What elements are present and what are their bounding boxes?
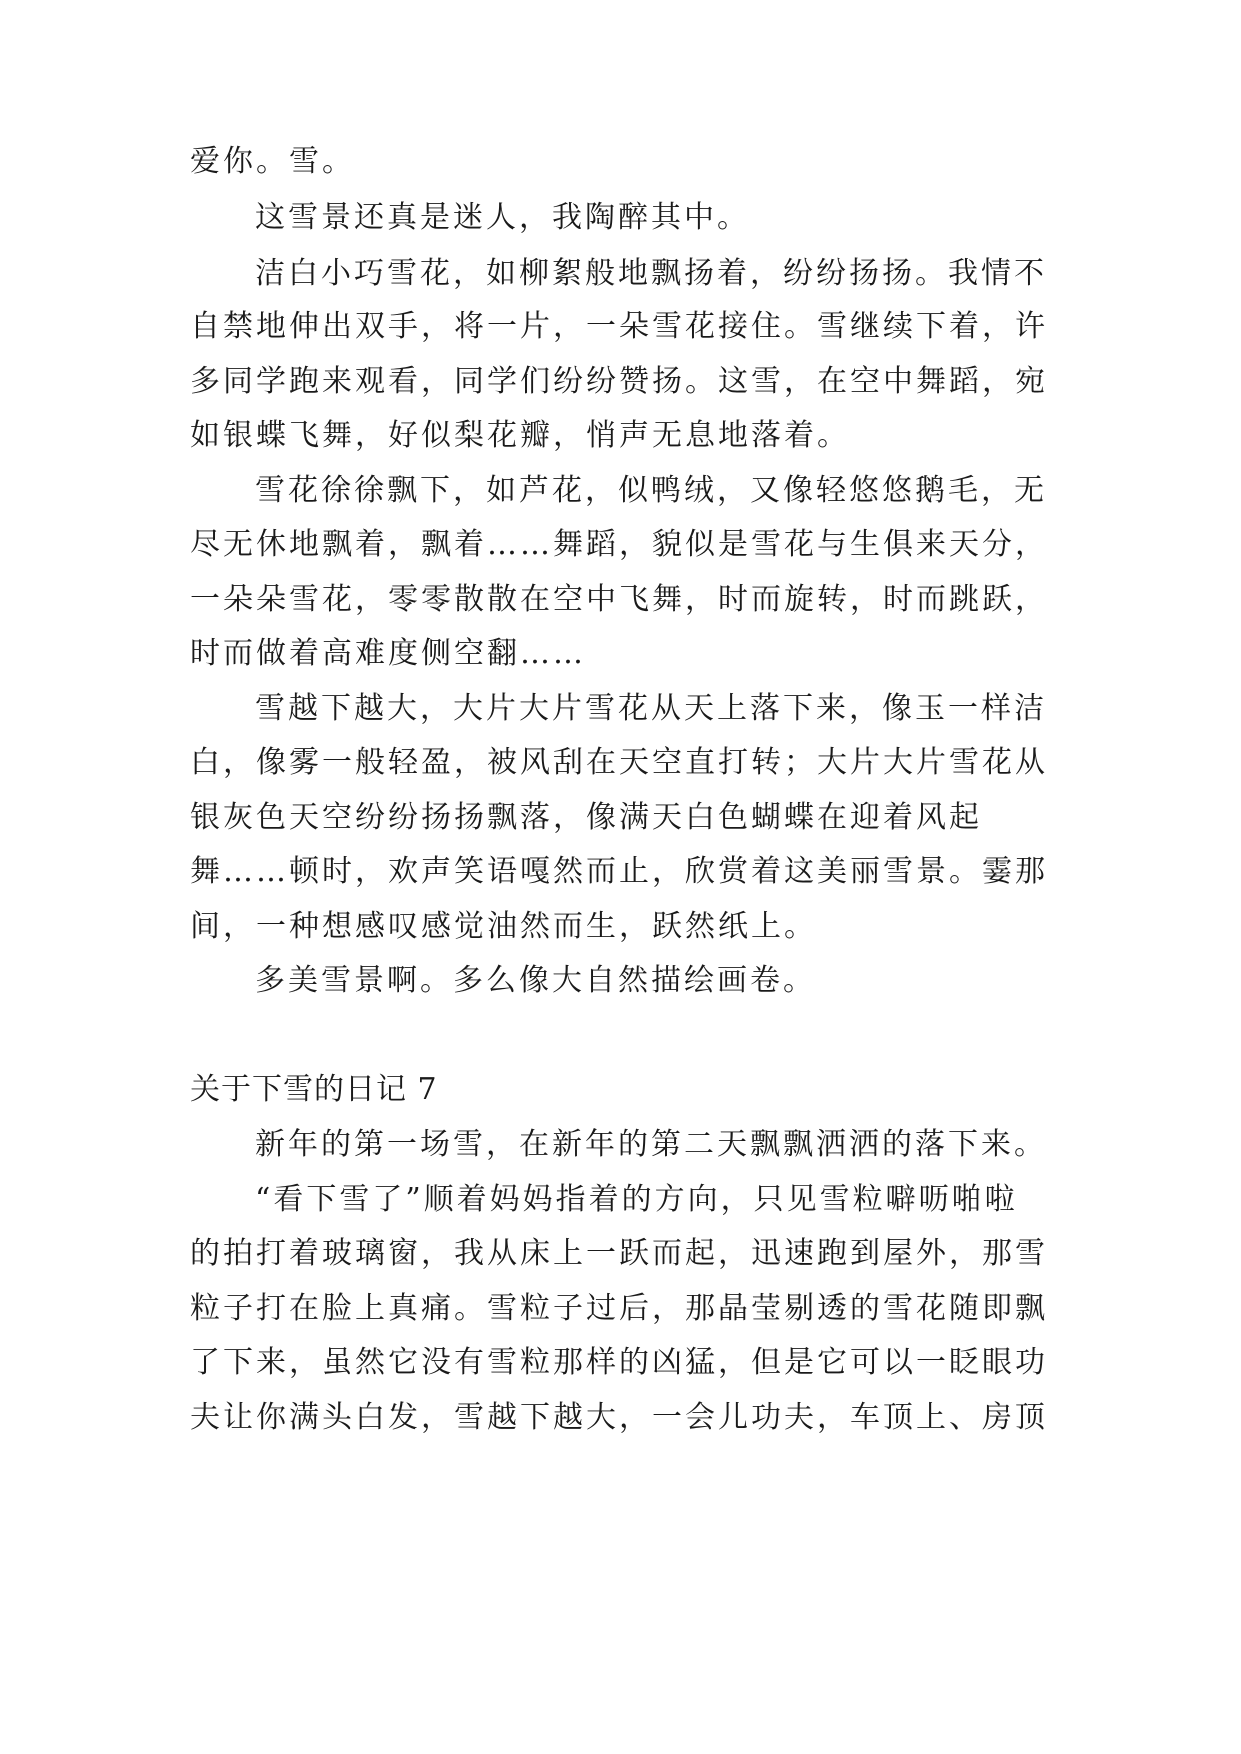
text-line: 如银蝶飞舞，好似梨花瓣，悄声无息地落着。 <box>190 418 850 453</box>
text-line: 多美雪景啊。多么像大自然描绘画卷。 <box>255 963 816 998</box>
text-line: 银灰色天空纷纷扬扬飘落，像满天白色蝴蝶在迎着风起 <box>190 800 982 835</box>
text-line: 粒子打在脸上真痛。雪粒子过后，那晶莹剔透的雪花随即飘 <box>190 1291 1048 1326</box>
section-heading: 关于下雪的日记 7 <box>190 1072 438 1107</box>
text-line: 多同学跑来观看，同学们纷纷赞扬。这雪，在空中舞蹈，宛 <box>190 364 1048 399</box>
text-line: 雪花徐徐飘下，如芦花，似鸭绒，又像轻悠悠鹅毛，无 <box>255 473 1047 508</box>
text-line: 洁白小巧雪花，如柳絮般地飘扬着，纷纷扬扬。我情不 <box>255 256 1047 291</box>
text-line: 夫让你满头白发，雪越下越大，一会儿功夫，车顶上、房顶 <box>190 1400 1048 1435</box>
text-line: 爱你。雪。 <box>190 144 355 179</box>
text-line: 时而做着高难度侧空翻…… <box>190 636 586 671</box>
text-line: 了下来，虽然它没有雪粒那样的凶猛，但是它可以一眨眼功 <box>190 1345 1048 1380</box>
text-line: 一朵朵雪花，零零散散在空中飞舞，时而旋转，时而跳跃， <box>190 582 1048 617</box>
text-line: 舞……顿时，欢声笑语嘎然而止，欣赏着这美丽雪景。霎那 <box>190 854 1048 889</box>
text-line: 的拍打着玻璃窗，我从床上一跃而起，迅速跑到屋外，那雪 <box>190 1236 1048 1271</box>
text-line: 这雪景还真是迷人，我陶醉其中。 <box>255 200 750 235</box>
text-line: 新年的第一场雪，在新年的第二天飘飘洒洒的落下来。 <box>255 1127 1047 1162</box>
text-line: 白，像雾一般轻盈，被风刮在天空直打转；大片大片雪花从 <box>190 745 1048 780</box>
text-line: 雪越下越大，大片大片雪花从天上落下来，像玉一样洁 <box>255 691 1047 726</box>
text-line: 尽无休地飘着，飘着……舞蹈，貌似是雪花与生俱来天分， <box>190 527 1048 562</box>
text-line: “看下雪了”顺着妈妈指着的方向，只见雪粒噼呖啪啦 <box>255 1182 1018 1217</box>
text-line: 间，一种想感叹感觉油然而生，跃然纸上。 <box>190 909 817 944</box>
text-line: 自禁地伸出双手，将一片，一朵雪花接住。雪继续下着，许 <box>190 309 1048 344</box>
